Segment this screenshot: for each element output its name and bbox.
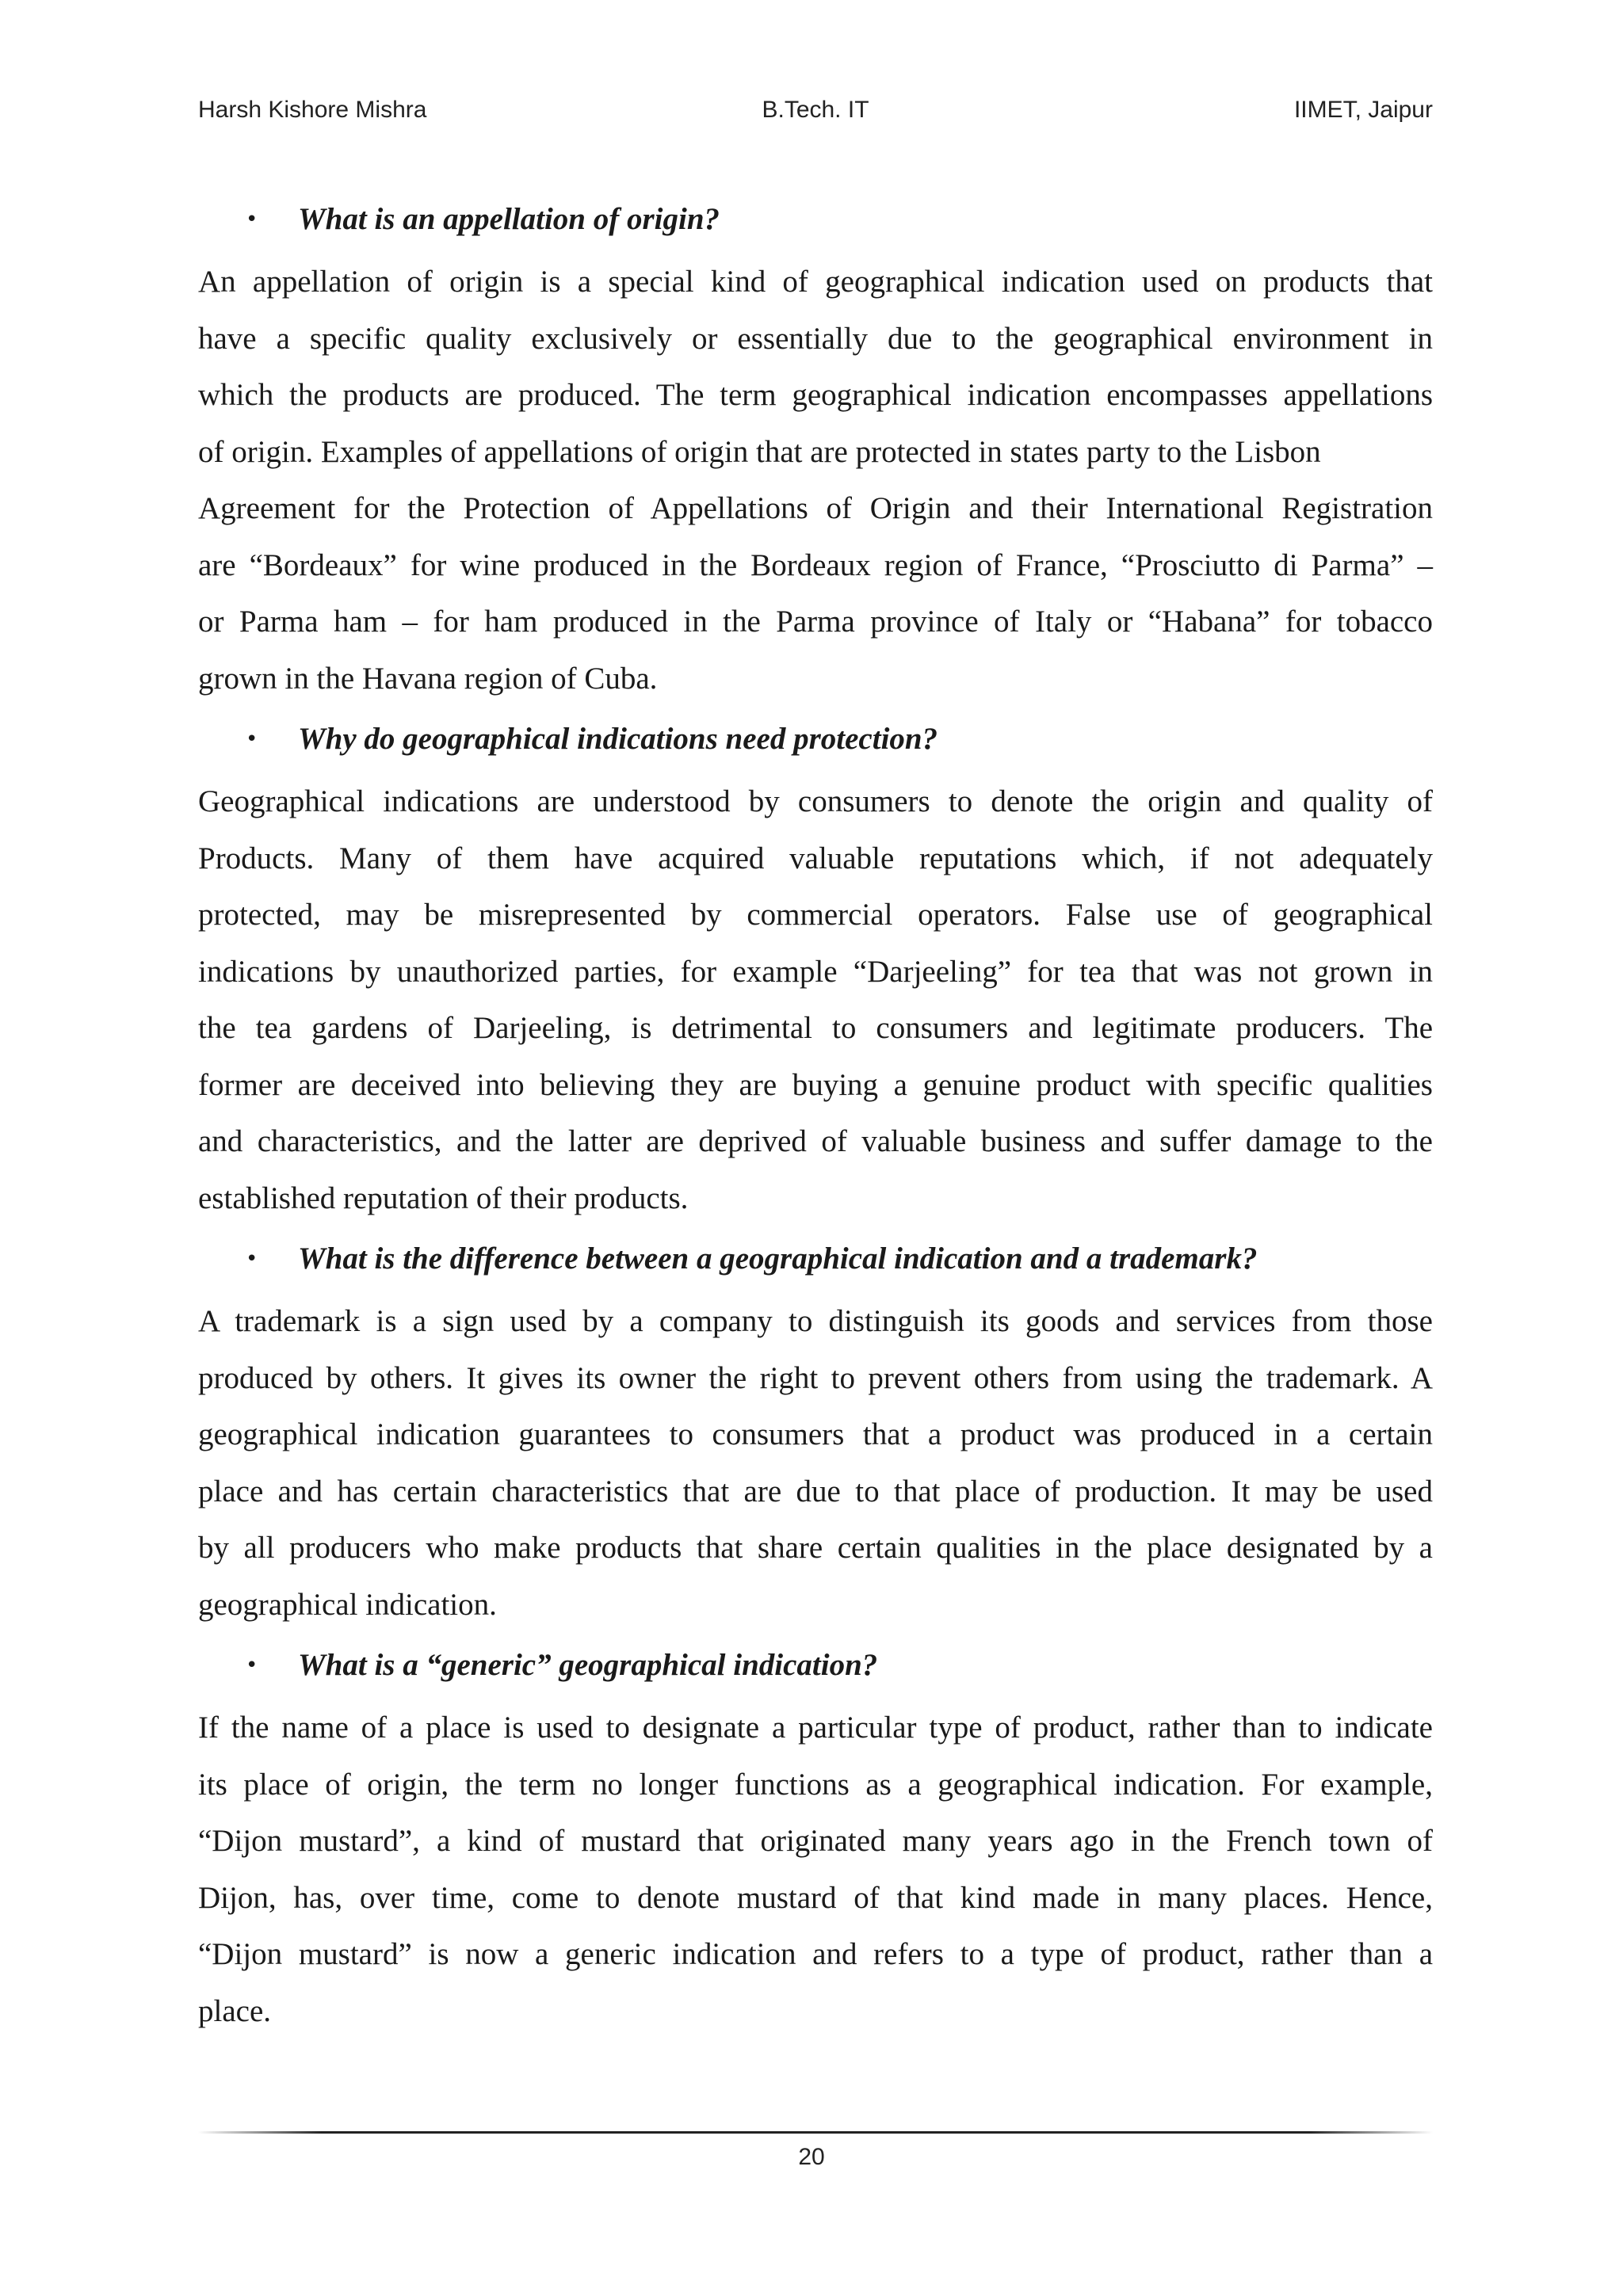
text-line: geographical indication guarantees to consumers that a product was produced in a certain xyxy=(198,1417,1433,1451)
text-line: established reputation of their products. xyxy=(198,1180,689,1215)
text-line: A trademark is a sign used by a company to distinguish its goods and services from those xyxy=(198,1304,1433,1338)
text-line: of origin. Examples of appellations of origin that are protected in states party to the Lisbon xyxy=(198,434,1321,469)
text-line: place and has certain characteristics that are due to that place of production. It may be used xyxy=(198,1474,1433,1508)
question-heading xyxy=(198,1641,1433,1690)
bullet-icon: • xyxy=(246,1247,258,1271)
question-text: What is an appellation of origin? xyxy=(298,202,720,236)
text-line: and characteristics, and the latter are deprived of valuable business and suffer damage to the xyxy=(198,1124,1433,1158)
question-heading xyxy=(198,715,1433,764)
bullet-icon: • xyxy=(246,727,258,751)
question-heading xyxy=(198,195,1433,244)
text-line: or Parma ham – for ham produced in the Parma province of Italy or “Habana” for tobacco xyxy=(198,605,1433,639)
answer-paragraph xyxy=(198,1293,1433,1633)
text-line: have a specific quality exclusively or essentially due to the geographical environment in xyxy=(198,321,1433,356)
text-line: Agreement for the Protection of Appellations of Origin and their International Registration xyxy=(198,491,1433,525)
header-course: B.Tech. IT xyxy=(762,97,869,123)
text-line: grown in the Havana region of Cuba. xyxy=(198,661,658,696)
text-line: Geographical indications are understood by consumers to denote the origin and quality of xyxy=(198,784,1433,818)
text-line: Products. Many of them have acquired valuable reputations which, if not adequately xyxy=(198,841,1433,875)
answer-paragraph xyxy=(198,773,1433,1226)
text-line: geographical indication. xyxy=(198,1587,497,1622)
text-line: the tea gardens of Darjeeling, is detrimental to consumers and legitimate producers. The xyxy=(198,1011,1433,1045)
text-line: former are deceived into believing they are buying a genuine product with specific qualities xyxy=(198,1067,1433,1102)
answer-paragraph xyxy=(198,1699,1433,2039)
text-line: If the name of a place is used to designate a particular type of product, rather than to indicate xyxy=(198,1711,1433,1745)
question-heading xyxy=(198,1234,1433,1283)
footer-divider xyxy=(198,2131,1433,2134)
text-line: indications by unauthorized parties, for example “Darjeeling” for tea that was not grown in xyxy=(198,954,1433,989)
question-text: What is the difference between a geographical indication and a trademark? xyxy=(298,1241,1258,1276)
text-line: place. xyxy=(198,1993,272,2028)
header-institute: IIMET, Jaipur xyxy=(1293,97,1433,123)
text-line: by all producers who make products that share certain qualities in the place designated by a xyxy=(198,1531,1433,1565)
question-text: Why do geographical indications need protection? xyxy=(298,722,938,756)
text-line: Dijon, has, over time, come to denote mustard of that kind made in many places. Hence, xyxy=(198,1880,1433,1915)
text-line: “Dijon mustard” is now a generic indication and refers to a type of product, rather than a xyxy=(198,1937,1433,1971)
page-number: 20 xyxy=(798,2144,825,2170)
question-text: What is a “generic” geographical indication? xyxy=(298,1648,878,1682)
bullet-icon: • xyxy=(246,1653,258,1677)
text-line: produced by others. It gives its owner the right to prevent others from using the trademark. A xyxy=(198,1360,1433,1395)
text-line: “Dijon mustard”, a kind of mustard that originated many years ago in the French town of xyxy=(198,1824,1433,1858)
page-header xyxy=(198,97,1433,128)
answer-paragraph xyxy=(198,254,1433,707)
text-line: its place of origin, the term no longer functions as a geographical indication. For example, xyxy=(198,1767,1433,1802)
header-author: Harsh Kishore Mishra xyxy=(198,97,427,123)
bullet-icon: • xyxy=(246,208,258,231)
document-body xyxy=(198,195,1433,2047)
text-line: are “Bordeaux” for wine produced in the Bordeaux region of France, “Prosciutto di Parma” – xyxy=(198,547,1433,582)
text-line: which the products are produced. The term geographical indication encompasses appellations xyxy=(198,378,1433,412)
text-line: An appellation of origin is a special kind of geographical indication used on products that xyxy=(198,265,1433,299)
text-line: protected, may be misrepresented by commercial operators. False use of geographical xyxy=(198,898,1433,932)
